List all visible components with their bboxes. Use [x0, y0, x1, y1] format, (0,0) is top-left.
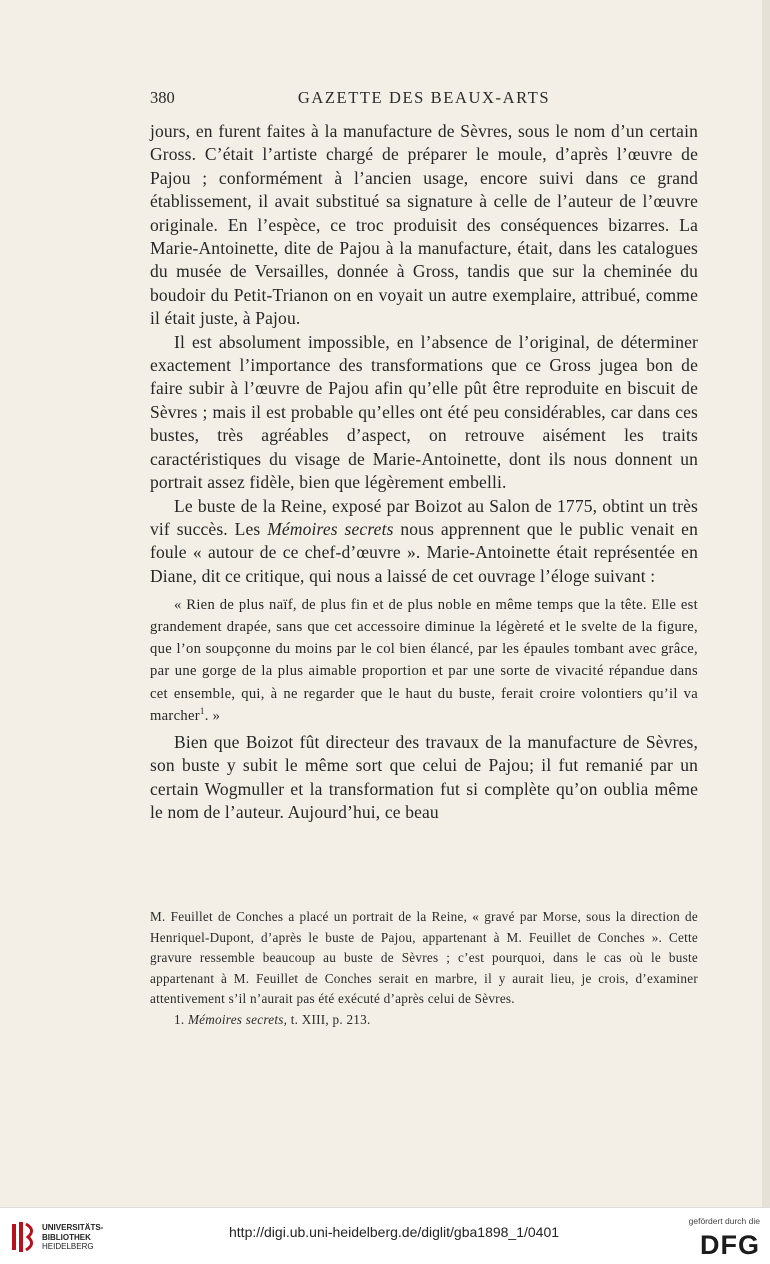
permalink-url[interactable]: http://digi.ub.uni-heidelberg.de/diglit/gba1898_1/0401	[229, 1224, 560, 1240]
dfg-logo: DFG	[700, 1230, 760, 1260]
paragraph-3-start: Le buste de la Reine, exposé par Boizot au Salon de 1775, obtint un très vif succès. Les	[150, 495, 698, 539]
page-number: 380	[150, 88, 175, 107]
footnotes	[150, 907, 698, 1030]
block-quote	[150, 594, 698, 727]
library-name-line-2: BIBLIOTHEK	[42, 1232, 91, 1242]
footnote-ref-1: 1	[199, 705, 205, 716]
footnote-1-ref: t. XIII, p. 213.	[287, 1011, 371, 1027]
page-edge	[762, 0, 770, 1207]
paragraph-2: Il est absolument impossible, en l’absence de l’original, de déterminer exactement l’importance des transformations que ce Gross jugea bon de faire subir à l’œuvre de Pajou afin qu’elle pût être reproduite en biscuit de Sèvres ; mais il est probable qu’elles ont été peu considérables, car dans ces bustes, très agréables d’aspect, on retrouve aisément les traits caractéristiques du visage de Marie-Antoinette, dont ils nous donnent un portrait assez fidèle, bien que légèrement embelli.	[150, 331, 698, 493]
paragraph-3-end: nous apprennent que le public venait en foule « autour de ce chef-d’œuvre ». Marie-Antoinette était représentée en Diane, dit ce critique, qui nous a laissé de cet ouvrage l’éloge suivant :	[150, 518, 698, 586]
paragraph-3	[150, 495, 698, 589]
page-header	[150, 88, 698, 112]
paragraph-1: jours, en furent faites à la manufacture de Sèvres, sous le nom d’un certain Gross. C’était l’artiste chargé de préparer le moule, d’après l’œuvre de Pajou ; conformément à l’ancien usage, encore suivi dans ce grand établissement, il avait substitué sa signature à celle de l’auteur de l’œuvre originale. En l’espèce, ce troc produisit des conséquences bizarres. La Marie-Antoinette, dite de Pajou à la manufacture, était, dans les catalogues du musée de Versailles, donnée à Gross, tandis que sur la cheminée du boudoir du Petit-Trianon on en voyait un autre exemplaire, attribué, comme il était juste, à Pajou.	[150, 121, 698, 329]
library-name-line-1: UNIVERSITÄTS-	[42, 1223, 104, 1232]
running-title: GAZETTE DES BEAUX-ARTS	[297, 88, 551, 107]
library-name	[42, 1223, 103, 1252]
body-text	[150, 120, 698, 824]
viewer-footer	[0, 1207, 770, 1264]
footnote-1-title: Mémoires secrets,	[187, 1011, 288, 1027]
quote-text	[150, 594, 698, 727]
library-name-line-3: HEIDELBERG	[42, 1242, 94, 1251]
footnote-1	[150, 1010, 698, 1031]
memoires-secrets-title: Mémoires secrets	[267, 518, 394, 539]
quote-body: « Rien de plus naïf, de plus fin et de plus noble en même temps que la tête. Elle est grandement drapée, sans que cet accessoire diminue la légèreté et le svelte de la figure, que l’on soupçonne du moins par le col bien élancé, par les épaules tombant avec grâce, par une gorge de la plus aimable proportion et par une sorte de vivacité répandue dans cet ensemble, qui, à ne regarder que le haut du buste, ferait croire volontiers qu’il va marcher	[150, 597, 698, 724]
quote-close: . »	[204, 707, 221, 724]
paragraph-4: Bien que Boizot fût directeur des travaux de la manufacture de Sèvres, son buste y subit le même sort que celui de Pajou; il fut remanié par un certain Wogmuller et la transformation fut si complète qu’on oublia même le nom de l’auteur. Aujourd’hui, ce beau	[150, 731, 698, 822]
university-library-logo-icon	[10, 1220, 36, 1254]
footnote-1-number: 1.	[174, 1011, 185, 1027]
footnote-continued: M. Feuillet de Conches a placé un portrait de la Reine, « gravé par Morse, sous la direction de Henriquel-Dupont, d’après le buste de Pajou, appartenant à M. Feuillet de Conches ». Cette gravure ressemble beaucoup au buste de Sèvres ; c’est pourquoi, dans le cas où le buste appartenant à M. Feuillet de Conches serait en marbre, il y aurait lieu, je crois, d’examiner attentivement s’il n’aurait pas été exécuté d’après celui de Sèvres.	[150, 909, 698, 1006]
funder-caption: gefördert durch die	[688, 1216, 760, 1226]
